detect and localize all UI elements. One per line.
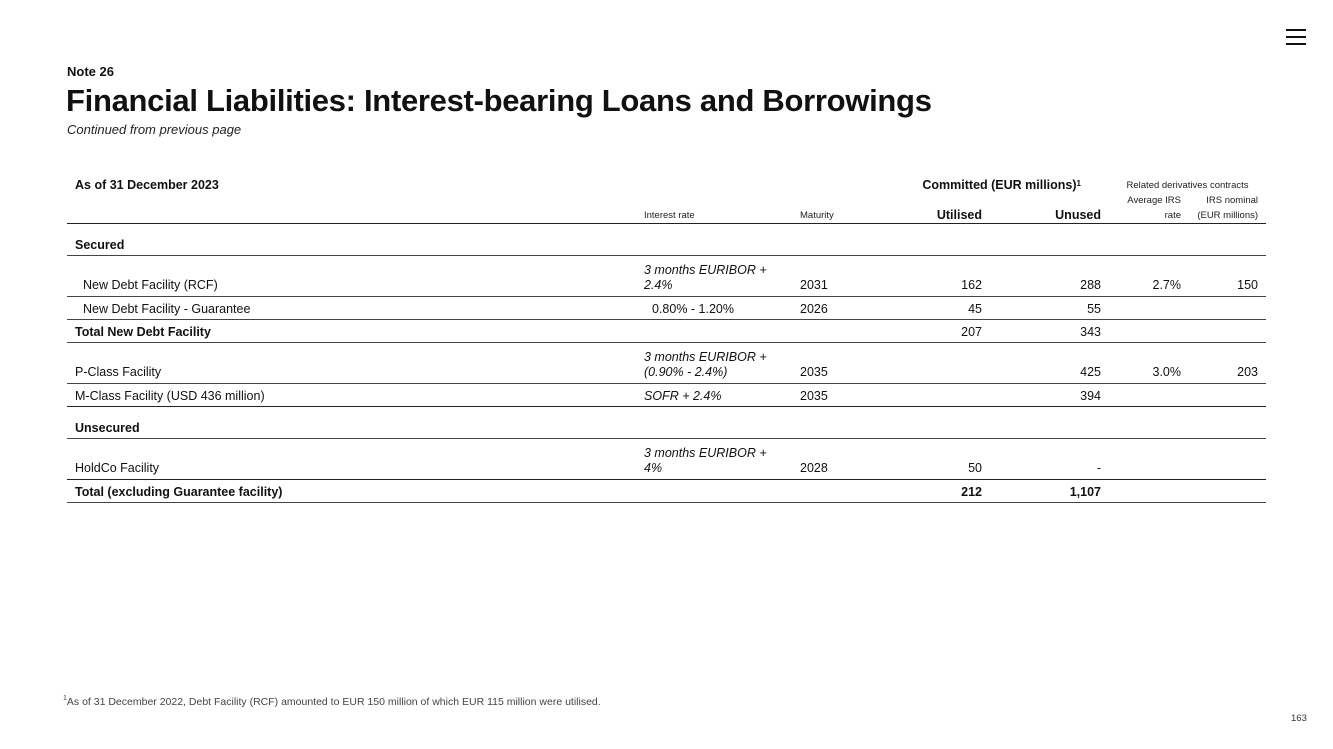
derivatives-header: Related derivatives contracts	[1126, 180, 1249, 191]
maturity: 2026	[794, 297, 870, 320]
facility-name: M-Class Facility (USD 436 million)	[67, 384, 636, 407]
table-row-total	[67, 320, 1266, 343]
unused: 288	[1080, 278, 1101, 292]
page-number: 163	[1291, 713, 1307, 724]
utilised: 50	[870, 439, 990, 480]
table-row	[67, 343, 1266, 384]
table-row	[67, 256, 1266, 297]
section-unsecured	[67, 407, 1266, 439]
col-utilised: Utilised	[870, 193, 990, 224]
table-row	[67, 297, 1266, 320]
unused: 55	[990, 297, 1109, 320]
subtitle: Continued from previous page	[67, 122, 242, 137]
avg-irs-rate: 2.7%	[1152, 278, 1181, 292]
irs-nominal: 150	[1237, 278, 1259, 292]
interest-rate: 0.80% - 1.20%	[636, 297, 794, 320]
utilised: 45	[870, 297, 990, 320]
maturity: 2031	[800, 278, 828, 292]
maturity: 2035	[794, 384, 870, 407]
interest-rate: SOFR + 2.4%	[636, 384, 794, 407]
col-avg-irs: Average IRS rate	[1109, 193, 1189, 224]
interest-rate: 3 months EURIBOR + 2.4%	[644, 263, 767, 292]
table-row-grand-total	[67, 480, 1266, 503]
note-label: Note 26	[67, 64, 114, 79]
utilised: 162	[961, 278, 982, 292]
menu-icon[interactable]	[1286, 27, 1306, 45]
facility-name: HoldCo Facility	[67, 439, 636, 480]
utilised: 212	[870, 480, 990, 503]
avg-irs-rate: 3.0%	[1109, 343, 1189, 384]
facility-name: P-Class Facility	[67, 343, 636, 384]
interest-rate: 3 months EURIBOR + (0.90% - 2.4%)	[636, 343, 794, 384]
table-row	[67, 384, 1266, 407]
col-interest-rate: Interest rate	[636, 193, 794, 224]
unused: -	[990, 439, 1109, 480]
maturity: 2028	[794, 439, 870, 480]
page-title: Financial Liabilities: Interest-bearing Loans and Borrowings	[66, 83, 932, 118]
irs-nominal: 203	[1189, 343, 1266, 384]
section-secured	[67, 224, 1266, 256]
interest-rate: 3 months EURIBOR + 4%	[636, 439, 794, 480]
committed-header: Committed (EUR millions)$^1$	[922, 178, 1081, 192]
facility-name: Total (excluding Guarantee facility)	[67, 480, 636, 503]
facility-name: New Debt Facility (RCF)	[83, 278, 218, 292]
footnote: $^1$As of 31 December 2022, Debt Facility (RCF) amounted to EUR 150 million of which EUR 115 million were utilised.	[63, 695, 601, 708]
loans-table	[67, 167, 1266, 503]
utilised: 207	[870, 320, 990, 343]
table-column-headers	[67, 193, 1266, 224]
section-label: Unsecured	[67, 407, 1266, 439]
col-irs-nominal: IRS nominal (EUR millions)	[1189, 193, 1266, 224]
unused: 394	[990, 384, 1109, 407]
table-row	[67, 439, 1266, 480]
section-label: Secured	[67, 224, 1266, 256]
table-header-row	[67, 167, 1266, 193]
unused: 425	[990, 343, 1109, 384]
col-maturity: Maturity	[794, 193, 870, 224]
facility-name: Total New Debt Facility	[67, 320, 636, 343]
unused: 343	[990, 320, 1109, 343]
col-unused: Unused	[990, 193, 1109, 224]
maturity: 2035	[794, 343, 870, 384]
facility-name: New Debt Facility - Guarantee	[67, 297, 636, 320]
unused: 1,107	[990, 480, 1109, 503]
as-of-date: As of 31 December 2023	[75, 178, 219, 192]
